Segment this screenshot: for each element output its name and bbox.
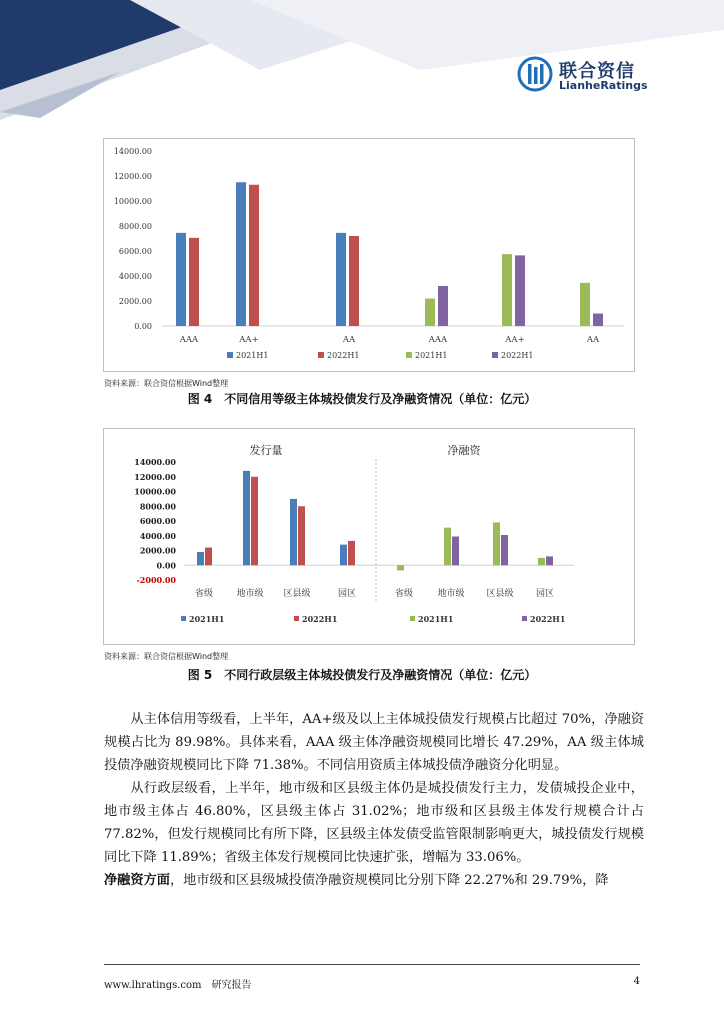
net-financing-text: ，地市级和区县级城投债净融资规模同比分别下降 22.27%和 29.79%，降 bbox=[169, 873, 609, 888]
bar-2021H1-AAA bbox=[176, 233, 186, 326]
y-tick-label: 4000.00 bbox=[118, 272, 152, 281]
bar-2021H1-园区 bbox=[340, 545, 347, 566]
y-tick-label: 8000.00 bbox=[118, 222, 152, 231]
bar-2022H1-AA bbox=[349, 236, 359, 326]
bar-2022H1-省级 bbox=[205, 548, 212, 566]
legend-swatch-2022H1 bbox=[294, 616, 299, 621]
bar-2021H1-地市级 bbox=[243, 471, 250, 565]
x-tick-label: AA+ bbox=[239, 335, 259, 345]
bar-2022H1-AAA bbox=[189, 238, 199, 326]
legend-label: 2022H1 bbox=[530, 614, 566, 624]
brand-logo bbox=[517, 56, 647, 96]
figure-4-chart bbox=[103, 138, 635, 372]
x-tick-label: 园区 bbox=[535, 589, 555, 599]
legend-label: 2021H1 bbox=[236, 351, 269, 360]
brand-name-en: LianheRatings bbox=[559, 79, 648, 92]
y-tick-label: 6000.00 bbox=[139, 516, 176, 526]
bar-2021H1-AA+ bbox=[502, 254, 512, 326]
brand-name-cn: 联合资信 bbox=[559, 61, 635, 82]
paragraph-credit-grade: 从主体信用等级看，上半年，AA+级及以上主体城投债发行规模占比超过 70%，净融资规模占比为 89.98%。具体来看，AAA 级主体净融资规模同比增长 47.29%，AA 级主体城投债净融资规模同比下降 71.38%。不同信用资质主体城投债净融资分化明显。 bbox=[104, 712, 644, 773]
legend-swatch-2022H1 bbox=[492, 352, 498, 358]
legend-swatch-2021H1 bbox=[227, 352, 233, 358]
legend-label: 2022H1 bbox=[327, 351, 360, 360]
legend-label: 2021H1 bbox=[189, 614, 225, 624]
y-tick-label: -2000.00 bbox=[136, 575, 176, 585]
paragraph-net-financing bbox=[104, 869, 644, 892]
footer-site: www.lhratings.com 研究报告 bbox=[104, 980, 252, 991]
y-tick-label: 2000.00 bbox=[118, 297, 152, 306]
legend-swatch-2022H1 bbox=[522, 616, 527, 621]
legend-swatch-2021H1 bbox=[181, 616, 186, 621]
right-panel-title: 净融资 bbox=[447, 444, 481, 457]
legend-label: 2022H1 bbox=[501, 351, 534, 360]
bar-2021H1-地市级 bbox=[444, 528, 451, 566]
figure-5-svg bbox=[104, 429, 634, 644]
bar-2021H1-AA+ bbox=[236, 182, 246, 326]
legend-swatch-2022H1 bbox=[318, 352, 324, 358]
y-tick-label: 2000.00 bbox=[139, 545, 176, 556]
y-tick-label: 0.00 bbox=[134, 322, 152, 331]
legend-label: 2022H1 bbox=[302, 614, 338, 624]
lianhe-logo-icon bbox=[517, 56, 553, 92]
bar-2021H1-园区 bbox=[538, 558, 545, 565]
y-tick-label: 12000.00 bbox=[134, 471, 176, 482]
bar-2021H1-AAA bbox=[425, 299, 435, 327]
x-tick-label: AAA bbox=[428, 335, 448, 345]
bar-2022H1-园区 bbox=[348, 541, 355, 565]
legend-swatch-2021H1 bbox=[406, 352, 412, 358]
y-tick-label: 4000.00 bbox=[139, 530, 176, 541]
figure-4-source: 资料来源：联合资信根据Wind整理 bbox=[104, 379, 229, 388]
left-panel-title: 发行量 bbox=[249, 444, 283, 457]
bar-2022H1-区县级 bbox=[298, 506, 305, 565]
bar-2022H1-园区 bbox=[546, 556, 553, 565]
x-tick-label: 区县级 bbox=[486, 589, 514, 599]
y-tick-label: 8000.00 bbox=[139, 501, 176, 512]
figure-5-caption: 图 5 不同行政层级主体城投债发行及净融资情况（单位：亿元） bbox=[187, 668, 537, 682]
bar-2021H1-AA bbox=[336, 233, 346, 326]
figure-4-svg bbox=[104, 139, 634, 371]
bar-2022H1-区县级 bbox=[501, 535, 508, 565]
paragraph-admin-level: 从行政层级看，上半年，地市级和区县级主体仍是城投债发行主力，发债城投企业中，地市级主体占 46.80%，区县级主体占 31.02%；地市级和区县级主体发行规模合计占 77.82%，但发行规模同比有所下降，区县级主体发债受监管限制影响更大，城投债发行规模同比下降 11.89%；省级主体发行规模同比快速扩张，增幅为 33.06%。 bbox=[104, 781, 644, 865]
x-tick-label: 园区 bbox=[337, 589, 357, 599]
x-tick-label: 地市级 bbox=[236, 589, 264, 599]
bar-2021H1-省级 bbox=[397, 565, 404, 570]
legend-swatch-2021H1 bbox=[410, 616, 415, 621]
y-tick-label: 10000.00 bbox=[134, 486, 176, 497]
figure-5-chart bbox=[103, 428, 635, 645]
x-tick-label: AAA bbox=[179, 335, 199, 345]
footer-divider bbox=[104, 964, 640, 965]
bar-2022H1-地市级 bbox=[452, 536, 459, 565]
legend-label: 2021H1 bbox=[418, 614, 454, 624]
y-tick-label: 14000.00 bbox=[113, 147, 152, 156]
bar-2021H1-区县级 bbox=[493, 522, 500, 565]
x-tick-label: AA+ bbox=[505, 335, 525, 345]
body-text bbox=[104, 708, 644, 892]
bar-2022H1-AA+ bbox=[515, 255, 525, 326]
y-tick-label: 14000.00 bbox=[134, 457, 176, 467]
figure-4-caption: 图 4 不同信用等级主体城投债发行及净融资情况（单位：亿元） bbox=[187, 392, 537, 406]
bar-2021H1-省级 bbox=[197, 552, 204, 565]
x-tick-label: AA bbox=[586, 335, 600, 345]
x-tick-label: 区县级 bbox=[283, 589, 311, 599]
bar-2022H1-AAA bbox=[438, 286, 448, 326]
bar-2022H1-AA+ bbox=[249, 185, 259, 326]
page-number: 4 bbox=[633, 976, 640, 987]
y-tick-label: 0.00 bbox=[156, 560, 176, 571]
x-tick-label: 省级 bbox=[194, 589, 214, 599]
y-tick-label: 6000.00 bbox=[118, 247, 152, 256]
legend-label: 2021H1 bbox=[415, 351, 448, 360]
x-tick-label: 地市级 bbox=[437, 589, 465, 599]
bar-2021H1-AA bbox=[580, 283, 590, 326]
bar-2022H1-地市级 bbox=[251, 477, 258, 566]
y-tick-label: 12000.00 bbox=[113, 172, 152, 181]
figure-5-source: 资料来源：联合资信根据Wind整理 bbox=[104, 652, 229, 661]
x-tick-label: 省级 bbox=[394, 589, 414, 599]
x-tick-label: AA bbox=[342, 335, 356, 345]
y-tick-label: 10000.00 bbox=[113, 197, 152, 206]
net-financing-lead: 净融资方面 bbox=[104, 873, 170, 888]
bar-2022H1-AA bbox=[593, 314, 603, 327]
bar-2021H1-区县级 bbox=[290, 499, 297, 565]
